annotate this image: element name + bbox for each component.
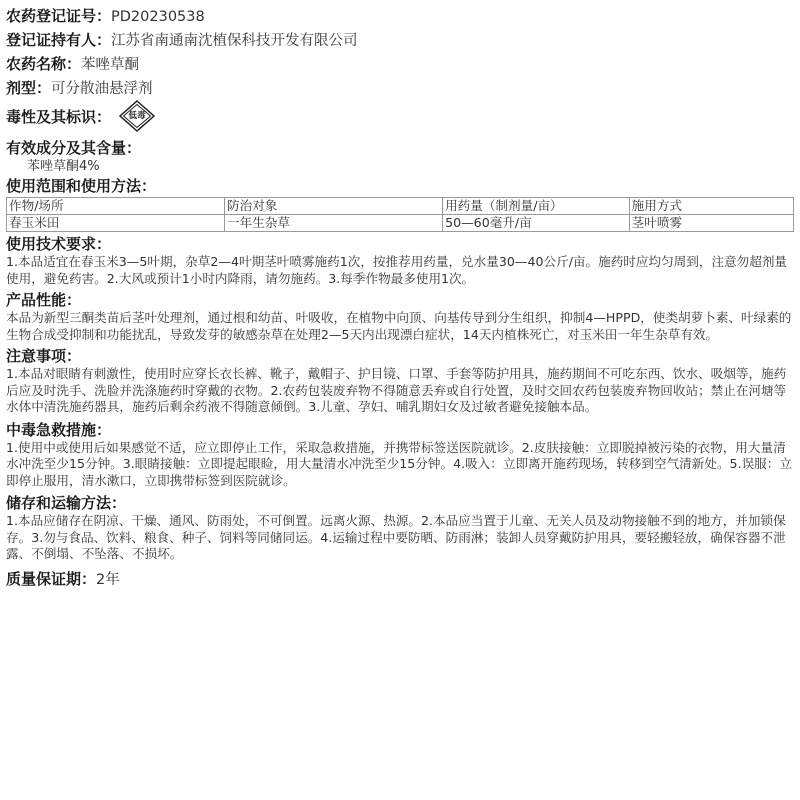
warranty-row	[6, 567, 794, 591]
pesticide-name-label: 农药名称：	[6, 55, 82, 73]
registration-number: PD20230538	[111, 9, 205, 25]
header-cell-dosage: 用药量（制剂量/亩）	[443, 198, 630, 215]
precautions-text: 1.本品对眼睛有刺激性，使用时应穿长衣长裤、靴子，戴帽子、护目镜、口罩、手套等防护用具，施药期间不可吃东西、饮水、吸烟等，施药后应及时洗手、洗脸并洗涤施药时穿戴的衣物。2.农药包装废弃物不得随意丢弃或自行处置，及时交回农药包装废弃物回收站；禁止在河塘等水体中清洗施药器具，施药后剩余药液不得随意倾倒。3.儿童、孕妇、哺乳期妇女及过敏者避免接触本品。	[6, 366, 787, 414]
firstaid-text: 1.使用中或使用后如果感觉不适，应立即停止工作，采取急救措施，并携带标签送医院就诊。2.皮肤接触：立即脱掉被污染的衣物，用大量清水冲洗至少15分钟。3.眼睛接触：立即提起眼睑，用大量清水冲洗至少15分钟。4.吸入：立即离开施药现场，转移到空气清新处。5.误服：立即停止服用，清水漱口，立即携带标签到医院就诊。	[6, 439, 792, 488]
toxicity-label: 毒性及其标识：	[6, 107, 112, 126]
usage-heading: 使用范围和使用方法：	[6, 177, 157, 195]
performance-text: 本品为新型三酮类苗后茎叶处理剂，通过根和幼苗、叶吸收，在植物中向顶、向基传导到分生组织，抑制4—HPPD，使类胡萝卜素、叶绿素的生物合成受抑制和功能扰乱，导致发芽的敏感杂草在处理2—5天内出现漂白症状，14天内植株死亡，对玉米田一年生杂草有效。	[6, 310, 792, 342]
table-row	[7, 215, 794, 232]
registration-row	[6, 4, 794, 28]
toxicity-badge	[119, 100, 155, 132]
registration-label: 农药登记证号：	[6, 7, 112, 25]
cell-dosage: 50—60毫升/亩	[443, 215, 630, 232]
storage-text: 1.本品应储存在阴凉、干燥、通风、防雨处，不可倒置。远离火源、热源。2.本品应当置于儿童、无关人员及动物接触不到的地方，并加锁保存。3.勿与食品、饮料、粮食、种子、饲料等同储同运。4.运输过程中要防晒、防雨淋；装卸人员穿戴防护用具，要轻搬轻放，确保容器不泄露、不倒塌、不坠落、不损坏。	[6, 513, 786, 561]
usage-table	[6, 197, 794, 232]
cell-target: 一年生杂草	[225, 215, 443, 232]
formulation-label: 剂型：	[6, 79, 52, 97]
ingredient-value: 苯唑草酮4%	[27, 159, 100, 174]
cell-method: 茎叶喷雾	[629, 215, 793, 232]
technique-heading: 使用技术要求：	[6, 235, 112, 253]
header-cell-crop: 作物/场所	[7, 198, 225, 215]
formulation-row	[6, 76, 794, 100]
header-cell-method: 施用方式	[629, 198, 793, 215]
warranty-label: 质量保证期：	[6, 569, 97, 588]
warranty-value: 2年	[96, 571, 120, 588]
header-cell-target: 防治对象	[225, 198, 443, 215]
performance-heading: 产品性能：	[6, 291, 82, 309]
ingredient-heading: 有效成分及其含量：	[6, 139, 142, 157]
cell-crop: 春玉米田	[7, 215, 225, 232]
pesticide-name: 苯唑草酮	[81, 57, 140, 73]
precautions-heading: 注意事项：	[6, 347, 82, 365]
storage-heading: 储存和运输方法：	[6, 494, 127, 512]
toxicity-badge-text: 低毒	[128, 111, 146, 121]
holder-row	[6, 28, 794, 52]
toxicity-row	[6, 100, 794, 132]
pesticide-label	[6, 4, 794, 591]
firstaid-heading: 中毒急救措施：	[6, 420, 112, 439]
formulation-value: 可分散油悬浮剂	[51, 81, 153, 97]
holder-name: 江苏省南通南沈植保科技开发有限公司	[111, 33, 358, 49]
usage-table-header	[7, 198, 794, 215]
holder-label: 登记证持有人：	[6, 31, 112, 49]
name-row	[6, 52, 794, 76]
technique-text: 1.本品适宜在春玉米3—5叶期，杂草2—4叶期茎叶喷雾施药1次，按推荐用药量，兑水量30—40公斤/亩。施药时应均匀周到，注意勿超剂量使用，避免药害。2.大风或预计1小时内降雨，请勿施药。3.每季作物最多使用1次。	[6, 254, 788, 286]
